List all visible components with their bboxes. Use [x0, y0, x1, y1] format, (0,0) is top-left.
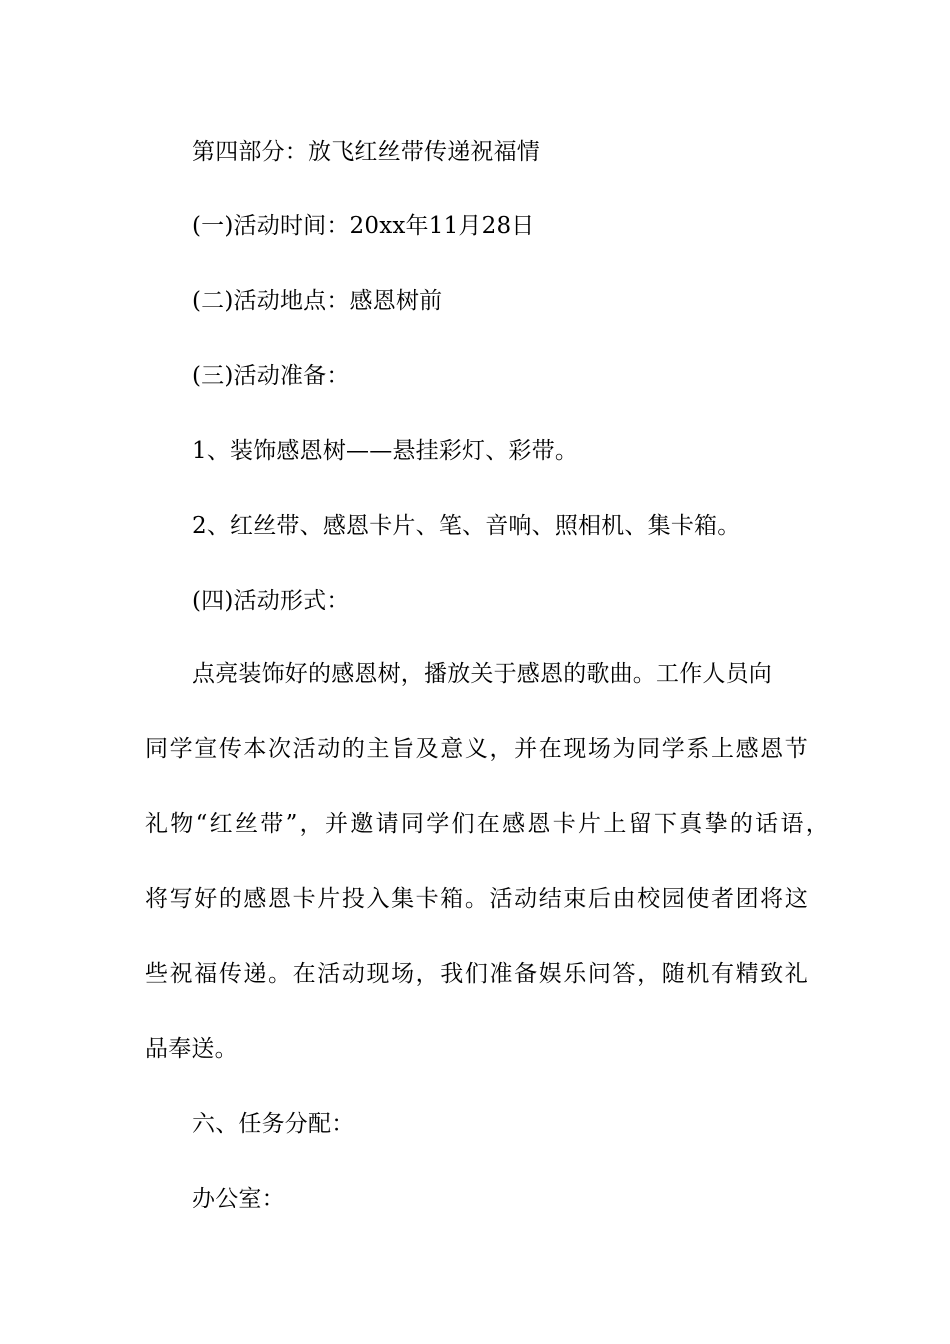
body-line-2: 同学宣传本次活动的主旨及意义，并在现场为同学系上感恩节 [145, 736, 808, 762]
section-heading-part-four: 第四部分：放飞红丝带传递祝福情 [192, 139, 540, 165]
activity-format-heading: (四)活动形式： [192, 588, 350, 614]
body-line-6: 品奉送。 [145, 1036, 238, 1062]
activity-location: (二)活动地点：感恩树前 [192, 288, 443, 314]
body-line-5: 些祝福传递。在活动现场，我们准备娱乐问答，随机有精致礼 [145, 961, 808, 987]
section-heading-task-assignment: 六、任务分配： [192, 1111, 355, 1137]
body-line-3: 礼物“红丝带”，并邀请同学们在感恩卡片上留下真挚的话语， [145, 811, 829, 837]
activity-time: (一)活动时间：20xx年11月28日 [192, 213, 535, 239]
activity-preparation-heading: (三)活动准备： [192, 363, 350, 389]
preparation-item-1: 1、装饰感恩树——悬挂彩灯、彩带。 [192, 438, 579, 464]
subheading-office: 办公室： [192, 1186, 285, 1212]
body-line-4: 将写好的感恩卡片投入集卡箱。活动结束后由校园使者团将这 [145, 886, 808, 912]
body-line-1: 点亮装饰好的感恩树，播放关于感恩的歌曲。工作人员向 [192, 661, 772, 687]
preparation-item-2: 2、红丝带、感恩卡片、笔、音响、照相机、集卡箱。 [192, 513, 741, 539]
